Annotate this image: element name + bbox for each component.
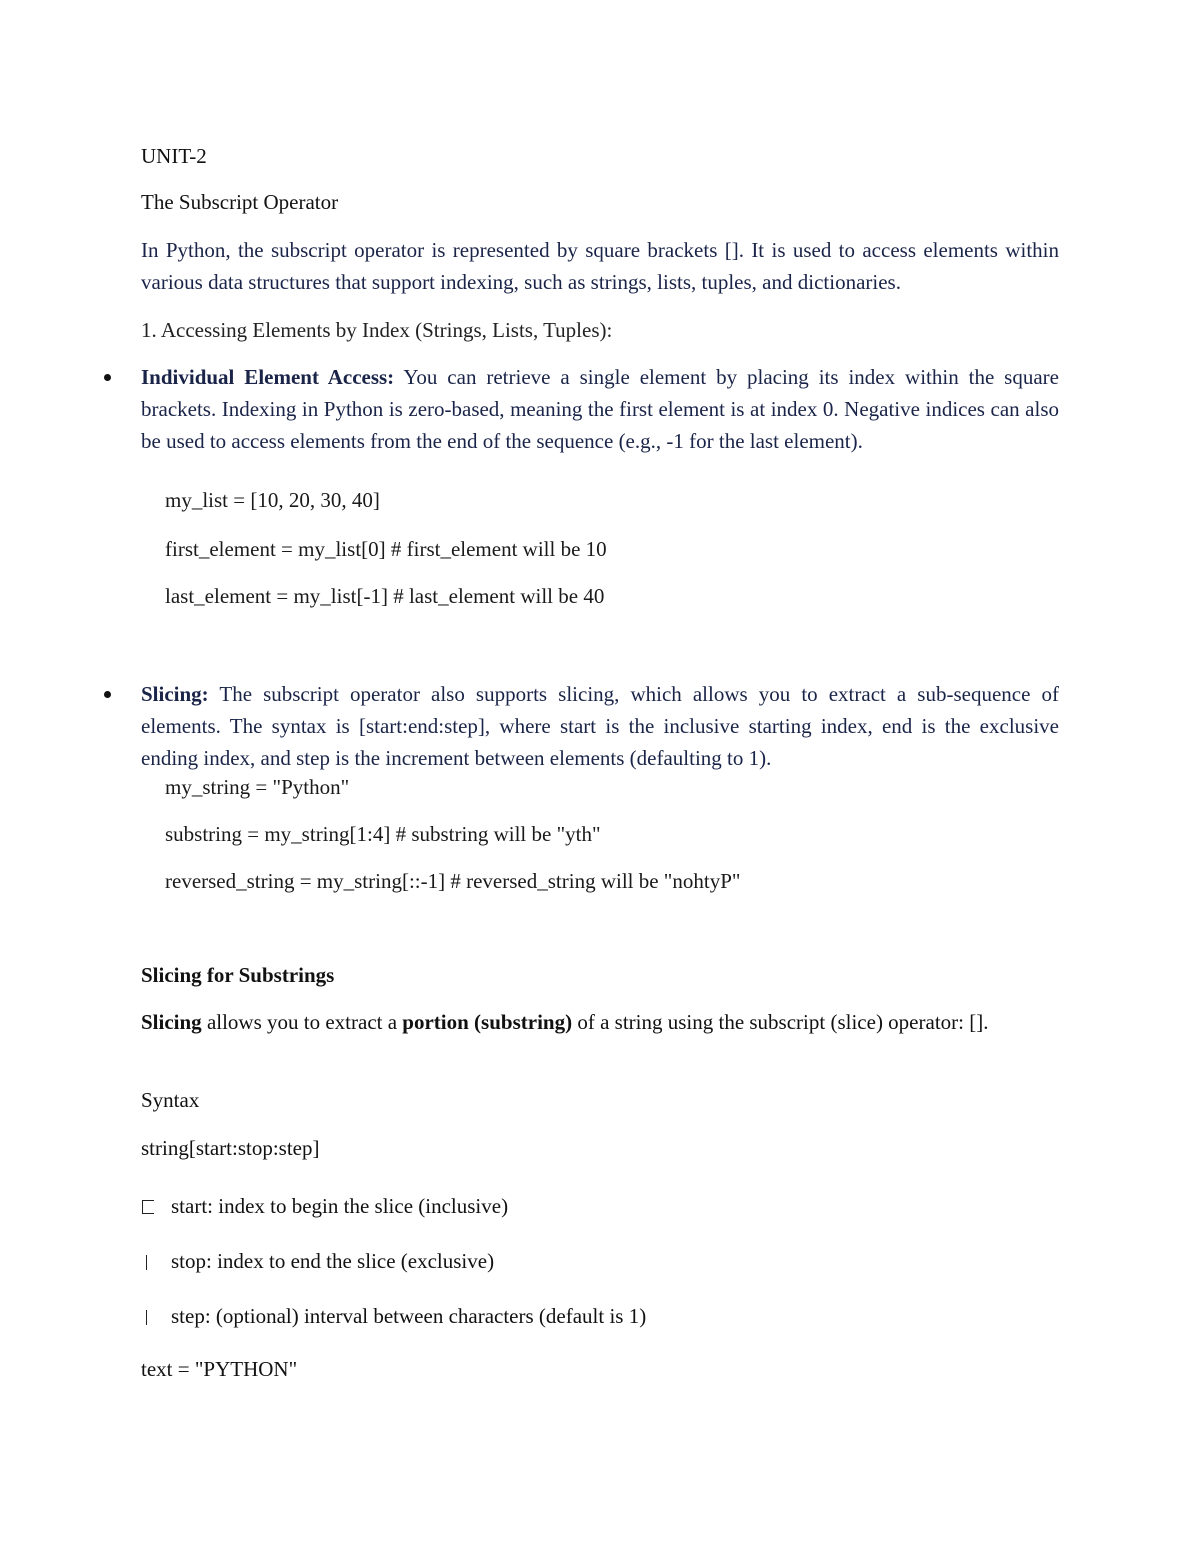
vertical-bar-icon (146, 1255, 147, 1270)
heading-accessing-elements: 1. Accessing Elements by Index (Strings, Lists, Tuples): (141, 318, 613, 342)
syntax-label: Syntax (141, 1088, 200, 1112)
syntax-code: string[start:stop:step] (141, 1136, 320, 1160)
bullet-marker (103, 690, 113, 700)
code-line: substring = my_string[1:4] # substring will be "yth" (165, 822, 601, 846)
unit-label: UNIT-2 (141, 144, 207, 168)
bullet-individual-element-access (141, 361, 1059, 457)
intro-paragraph: In Python, the subscript operator is represented by square brackets []. It is used to access elements within various data structures that support indexing, such as strings, lists, tuples, and dictionaries. (141, 238, 1059, 294)
square-bracket-icon (142, 1200, 154, 1214)
bold-term: Slicing (141, 1010, 202, 1034)
code-line: my_string = "Python" (165, 775, 350, 799)
bullet-label: Slicing: (141, 682, 209, 706)
vertical-bar-icon (146, 1310, 147, 1325)
bullet-label: Individual Element Access: (141, 365, 395, 389)
code-line: reversed_string = my_string[::-1] # reversed_string will be "nohtyP" (165, 869, 741, 893)
substring-description: Slicing allows you to extract a portion (substring) of a string using the subscript (slice) operator: []. (141, 1010, 989, 1034)
bullet-text: The subscript operator also supports slicing, which allows you to extract a sub-sequence of elements. The syntax is [start:end:step], where start is the inclusive starting index, end is the exclusive ending index, and step is the increment between elements (defaulting to 1). (141, 682, 1059, 770)
bullet-slicing (141, 678, 1059, 774)
code-line: first_element = my_list[0] # first_element will be 10 (165, 537, 607, 561)
list-item: stop: index to end the slice (exclusive) (142, 1251, 147, 1272)
bold-term: portion (substring) (402, 1010, 573, 1034)
bullet-text: You can retrieve a single element by placing its index within the square brackets. Indexing in Python is zero-based, meaning the first element is at index 0. Negative indices can also be used to access elements from the end of the sequence (e.g., -1 for the last element). (141, 365, 1059, 453)
bullet-marker (103, 373, 113, 383)
list-item: start: index to begin the slice (inclusive) (142, 1196, 154, 1217)
example-code: text = "PYTHON" (141, 1357, 298, 1381)
section-title: The Subscript Operator (141, 190, 339, 214)
heading-slicing-substrings: Slicing for Substrings (141, 963, 335, 987)
code-line: last_element = my_list[-1] # last_element will be 40 (165, 584, 605, 608)
list-item: step: (optional) interval between characters (default is 1) (142, 1306, 147, 1327)
code-line: my_list = [10, 20, 30, 40] (165, 488, 380, 512)
